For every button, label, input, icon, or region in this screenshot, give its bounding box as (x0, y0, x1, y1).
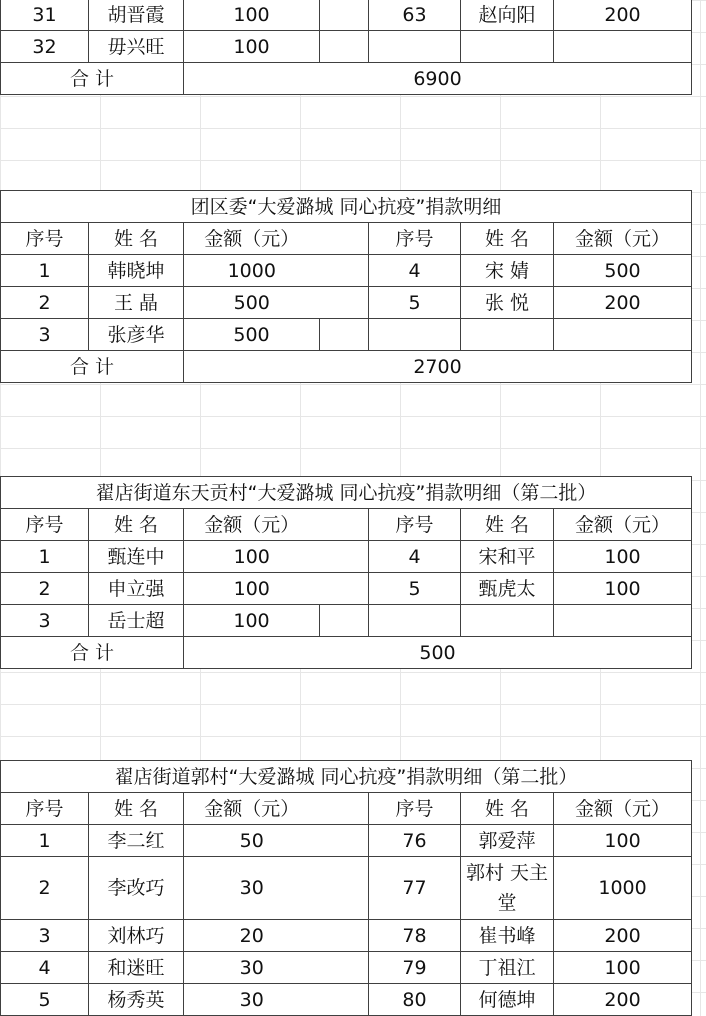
cell-amount: 500 (184, 319, 320, 351)
cell-no: 78 (369, 920, 461, 952)
table-row (1, 984, 692, 1016)
header-no: 序号 (369, 223, 461, 255)
cell-empty (320, 223, 369, 255)
cell-no: 5 (1, 984, 89, 1016)
cell-empty (320, 825, 369, 857)
cell-amount: 20 (184, 920, 320, 952)
cell-name: 丁祖江 (461, 952, 554, 984)
total-row (1, 351, 692, 383)
donation-table-dongtiangong (0, 476, 692, 669)
header-amount: 金额（元） (184, 793, 320, 825)
cell-empty (320, 984, 369, 1016)
total-label: 合 计 (1, 351, 184, 383)
table-row (1, 287, 692, 319)
header-name: 姓 名 (89, 223, 184, 255)
cell-amount: 500 (184, 287, 320, 319)
cell-amount: 100 (184, 573, 320, 605)
cell-empty (320, 541, 369, 573)
cell-empty (320, 0, 369, 31)
donation-table-tuanquwei (0, 190, 692, 383)
cell-amount: 100 (184, 0, 320, 31)
cell-no: 80 (369, 984, 461, 1016)
cell-name (461, 605, 554, 637)
header-name: 姓 名 (89, 509, 184, 541)
cell-amount (554, 31, 692, 63)
header-no: 序号 (1, 509, 89, 541)
cell-name: 申立强 (89, 573, 184, 605)
header-amount: 金额（元） (184, 223, 320, 255)
cell-name: 甄虎太 (461, 573, 554, 605)
table-row (1, 605, 692, 637)
cell-no: 63 (369, 0, 461, 31)
table-row (1, 920, 692, 952)
header-no: 序号 (1, 793, 89, 825)
header-amount: 金额（元） (554, 509, 692, 541)
header-no: 序号 (369, 509, 461, 541)
cell-name: 赵向阳 (461, 0, 554, 31)
total-label: 合 计 (1, 63, 184, 95)
cell-amount: 200 (554, 920, 692, 952)
cell-empty (320, 319, 369, 351)
cell-name: 王 晶 (89, 287, 184, 319)
cell-no: 3 (1, 319, 89, 351)
cell-amount: 200 (554, 0, 692, 31)
cell-amount: 500 (554, 255, 692, 287)
cell-amount: 30 (184, 857, 320, 920)
cell-no: 4 (1, 952, 89, 984)
cell-amount (554, 319, 692, 351)
cell-empty (320, 509, 369, 541)
cell-no: 32 (1, 31, 89, 63)
cell-amount: 100 (554, 952, 692, 984)
cell-amount (554, 605, 692, 637)
cell-amount: 200 (554, 984, 692, 1016)
donation-table (0, 190, 692, 383)
cell-no: 31 (1, 0, 89, 31)
cell-empty (320, 287, 369, 319)
cell-no (369, 31, 461, 63)
total-value: 500 (184, 637, 692, 669)
total-label: 合 计 (1, 637, 184, 669)
cell-name: 毋兴旺 (89, 31, 184, 63)
table-row (1, 573, 692, 605)
header-amount: 金额（元） (554, 223, 692, 255)
table-title-row (1, 761, 692, 793)
cell-no: 2 (1, 857, 89, 920)
header-amount: 金额（元） (184, 509, 320, 541)
cell-amount: 100 (184, 541, 320, 573)
cell-no: 1 (1, 541, 89, 573)
cell-amount: 1000 (184, 255, 320, 287)
donation-table (0, 0, 692, 95)
cell-name: 郭爱萍 (461, 825, 554, 857)
total-row (1, 63, 692, 95)
cell-no: 2 (1, 573, 89, 605)
cell-name: 何德坤 (461, 984, 554, 1016)
cell-empty (320, 573, 369, 605)
header-amount: 金额（元） (554, 793, 692, 825)
cell-empty (320, 952, 369, 984)
table-title: 翟店街道郭村“大爱潞城 同心抗疫”捐款明细（第二批） (1, 761, 692, 793)
cell-amount: 100 (554, 825, 692, 857)
cell-empty (320, 255, 369, 287)
table-title-row (1, 191, 692, 223)
header-no: 序号 (1, 223, 89, 255)
cell-no (369, 605, 461, 637)
table-title: 团区委“大爱潞城 同心抗疫”捐款明细 (1, 191, 692, 223)
cell-no: 3 (1, 605, 89, 637)
header-row (1, 509, 692, 541)
cell-name: 张 悦 (461, 287, 554, 319)
cell-name: 甄连中 (89, 541, 184, 573)
cell-name: 宋 婧 (461, 255, 554, 287)
table-title-row (1, 477, 692, 509)
header-row (1, 793, 692, 825)
cell-amount: 30 (184, 984, 320, 1016)
total-row (1, 637, 692, 669)
header-name: 姓 名 (89, 793, 184, 825)
cell-amount: 50 (184, 825, 320, 857)
cell-no: 77 (369, 857, 461, 920)
cell-no: 3 (1, 920, 89, 952)
cell-amount: 100 (554, 573, 692, 605)
cell-no: 5 (369, 287, 461, 319)
cell-no: 76 (369, 825, 461, 857)
header-no: 序号 (369, 793, 461, 825)
cell-name (461, 31, 554, 63)
header-name: 姓 名 (461, 793, 554, 825)
header-name: 姓 名 (461, 223, 554, 255)
table-row (1, 31, 692, 63)
donation-table-continued (0, 0, 692, 95)
cell-no: 4 (369, 541, 461, 573)
table-row (1, 255, 692, 287)
cell-amount: 1000 (554, 857, 692, 920)
table-row (1, 952, 692, 984)
cell-empty (320, 605, 369, 637)
cell-no: 1 (1, 825, 89, 857)
cell-name: 胡晋霞 (89, 0, 184, 31)
cell-no: 5 (369, 573, 461, 605)
total-value: 6900 (184, 63, 692, 95)
cell-no: 2 (1, 287, 89, 319)
donation-table-guocun (0, 760, 692, 1016)
cell-amount: 200 (554, 287, 692, 319)
header-name: 姓 名 (461, 509, 554, 541)
table-row (1, 319, 692, 351)
cell-no: 1 (1, 255, 89, 287)
cell-empty (320, 920, 369, 952)
cell-amount: 30 (184, 952, 320, 984)
cell-amount: 100 (554, 541, 692, 573)
table-row (1, 825, 692, 857)
cell-no: 4 (369, 255, 461, 287)
cell-no: 79 (369, 952, 461, 984)
cell-name: 杨秀英 (89, 984, 184, 1016)
cell-name: 崔书峰 (461, 920, 554, 952)
cell-name: 李改巧 (89, 857, 184, 920)
cell-amount: 100 (184, 31, 320, 63)
cell-empty (320, 793, 369, 825)
table-row (1, 857, 692, 920)
table-title: 翟店街道东天贡村“大爱潞城 同心抗疫”捐款明细（第二批） (1, 477, 692, 509)
cell-amount: 100 (184, 605, 320, 637)
cell-name: 张彦华 (89, 319, 184, 351)
cell-name: 郭村 天主堂 (461, 857, 554, 920)
cell-empty (320, 857, 369, 920)
donation-table (0, 476, 692, 669)
donation-table (0, 760, 692, 1016)
cell-name (461, 319, 554, 351)
cell-name: 刘林巧 (89, 920, 184, 952)
table-row (1, 541, 692, 573)
table-row (1, 0, 692, 31)
header-row (1, 223, 692, 255)
cell-name: 岳士超 (89, 605, 184, 637)
cell-empty (320, 31, 369, 63)
cell-no (369, 319, 461, 351)
cell-name: 李二红 (89, 825, 184, 857)
cell-name: 宋和平 (461, 541, 554, 573)
cell-name: 和迷旺 (89, 952, 184, 984)
total-value: 2700 (184, 351, 692, 383)
cell-name: 韩晓坤 (89, 255, 184, 287)
